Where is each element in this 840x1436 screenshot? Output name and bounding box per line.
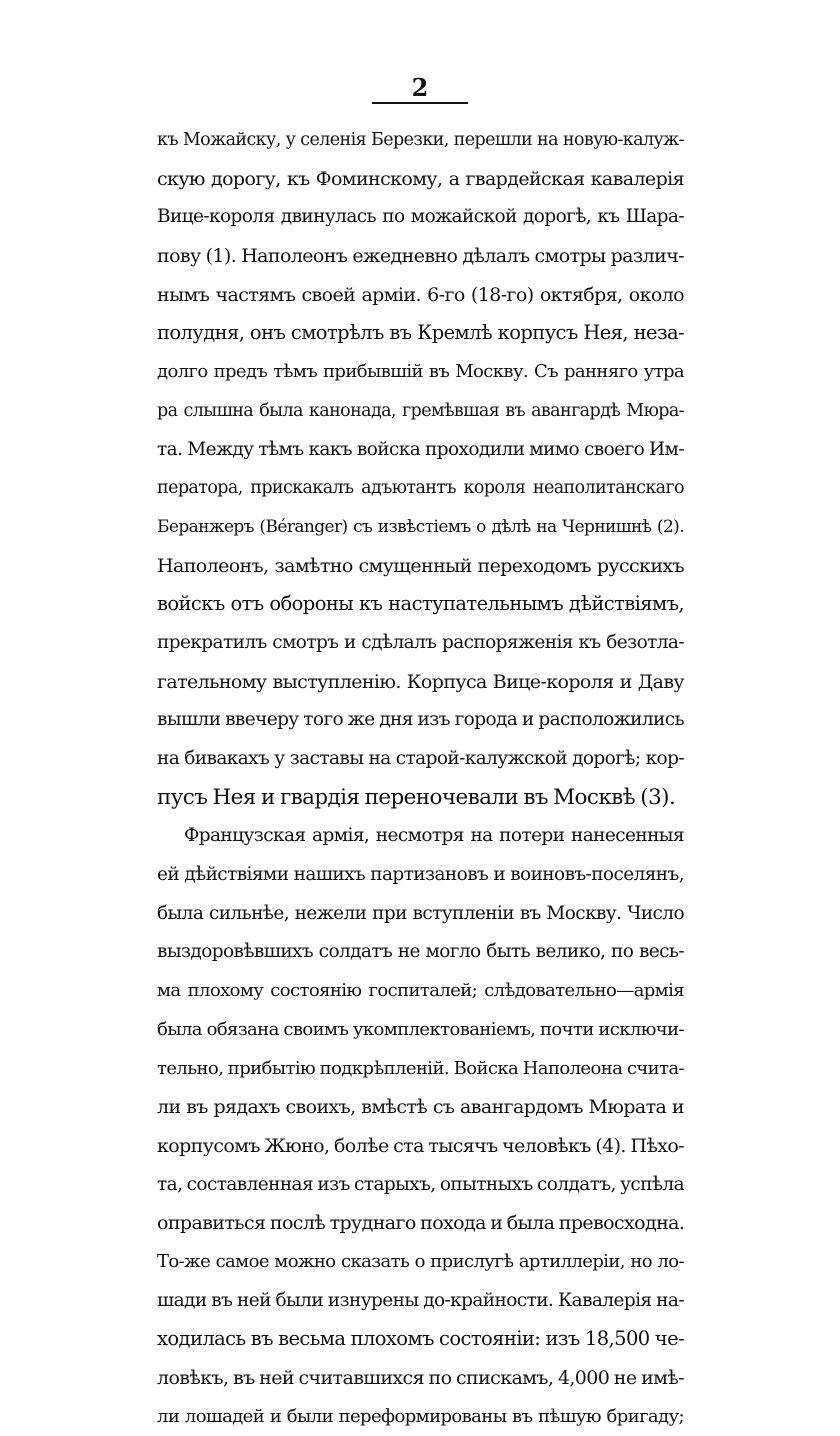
text-line: нымъ частямъ своей арміи. 6-го (18-го) октября, около [157, 283, 684, 306]
text-body [157, 121, 684, 1436]
page-number: 2 [411, 73, 429, 102]
text-line: Беранжеръ (Béranger) съ извѣстіемъ о дѣлѣ на Чернишнѣ (2). [157, 516, 684, 537]
text-line: гательному выступленію. Корпуса Вице-короля и Даву [157, 670, 684, 693]
text-line: ей дѣйствіями нашихъ партизановъ и воиновъ-поселянъ, [157, 864, 684, 886]
text-line: корпусомъ Жюно, болѣе ста тысячъ человѣкъ (4). Пѣхо- [157, 1134, 684, 1157]
paragraph-start-line: Французская армія, несмотря на потери нанесенныя [184, 825, 684, 847]
header-rule [372, 102, 468, 104]
text-line: прекратилъ смотръ и сдѣлалъ распоряженія къ безотла- [157, 631, 684, 653]
text-line: войскъ отъ обороны къ наступательнымъ дѣйствіямъ, [157, 592, 684, 616]
text-line: скую дорогу, къ Фоминскому, а гвардейская кавалерія [157, 167, 684, 190]
text-line: ра слышна была канонада, гремѣвшая въ авангардѣ Мюра- [157, 400, 684, 421]
text-line: ли въ рядахъ своихъ, вмѣстѣ съ авангардомъ Мюрата и [157, 1096, 684, 1119]
text-line: ловѣкъ, въ ней считавшихся по спискамъ, 4,000 не имѣ- [157, 1367, 684, 1389]
text-line: выздоровѣвшихъ солдатъ не могло быть велико, по весь- [157, 941, 684, 963]
text-line: тельно, прибытію подкрѣпленій. Войска Наполеона счита- [157, 1057, 684, 1079]
text-line: была сильнѣе, нежели при вступленіи въ Москву. Число [157, 902, 684, 924]
text-line: Вице-короля двинулась по можайской дорогѣ, къ Шара- [157, 206, 684, 228]
text-line: къ Можайску, у селенія Березки, перешли на новую-калуж- [157, 130, 684, 150]
text-line: полудня, онъ смотрѣлъ въ Кремлѣ корпусъ Нея, неза- [157, 321, 684, 345]
text-line: То-же самое можно сказать о прислугѣ артиллеріи, но ло- [157, 1250, 684, 1272]
text-line: Наполеонъ, замѣтно смущенный переходомъ русскихъ [157, 554, 684, 577]
text-line: на бивакахъ у заставы на старой-калужской дорогѣ; кор- [157, 748, 684, 769]
text-line: была обязана своимъ укомплектованіемъ, почти исключи- [157, 1018, 684, 1040]
paragraph-end-line: пусъ Нея и гвардія переночевали въ Москвѣ (3). [157, 784, 676, 810]
text-line: ма плохому состоянію госпиталей; слѣдовательно—армія [157, 980, 684, 1002]
text-line: вышли ввечеру того же дня изъ города и расположились [157, 709, 684, 731]
text-line: оправиться послѣ труднаго похода и была превосходна. [157, 1212, 685, 1235]
text-line: та, составленная изъ старыхъ, опытныхъ солдатъ, успѣла [157, 1173, 684, 1195]
text-line: ходилась въ весьма плохомъ состояніи: изъ 18,500 че- [157, 1327, 684, 1351]
text-line: ператора, прискакалъ адъютантъ короля неаполитанскаго [157, 478, 684, 499]
text-line: ли лошадей и были переформированы въ пѣшую бригаду; [157, 1405, 684, 1427]
text-line: долго предъ тѣмъ прибывшій въ Москву. Съ ранняго утра [157, 361, 684, 383]
text-line: пову (1). Наполеонъ ежедневно дѣлалъ смотры различ- [157, 245, 684, 268]
text-line: шади въ ней были изнурены до-крайности. Кавалерія на- [157, 1289, 684, 1311]
text-line: та. Между тѣмъ какъ войска проходили мимо своего Им- [157, 438, 684, 460]
